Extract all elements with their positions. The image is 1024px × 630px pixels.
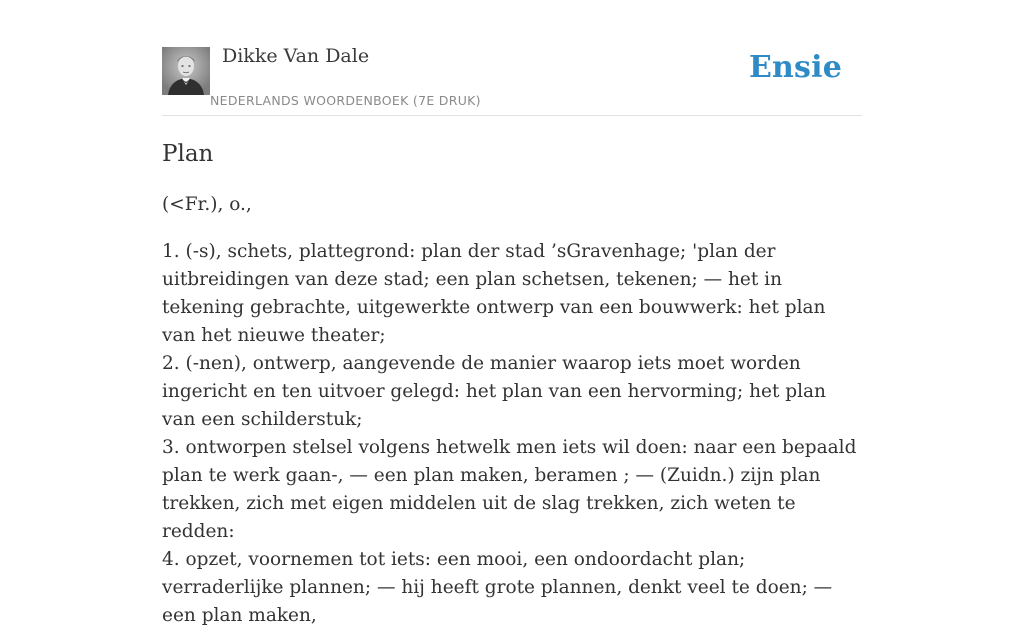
definition-sense-4: 4. opzet, voornemen tot iets: een mooi, een ondoordacht plan; verraderlijke plannen; — hij heeft grote plannen, denkt veel te doen; — een plan maken, [162,549,833,626]
portrait-icon [162,47,210,95]
ensie-logo-link[interactable]: Ensie [748,50,842,85]
definition-sense-3: 3. ontworpen stelsel volgens hetwelk men iets wil doen: naar een bepaald plan te werk gaan-, — een plan maken, beramen ; — (Zuidn.) zijn plan trekken, zich met eigen middelen uit de slag trekken, zich weten te redden: [162,437,857,542]
definition-sense-2: 2. (-nen), ontwerp, aangevende de manier waarop iets moet worden ingericht en ten uitvoer gelegd: het plan van een hervorming; het plan van een schilderstuk; [162,353,826,430]
entry-definition [162,238,862,630]
entry-grammar: (<Fr.), o., [162,194,252,215]
dictionary-subtitle[interactable]: NEDERLANDS WOORDENBOEK (7E DRUK) [210,93,481,108]
author-avatar[interactable] [162,47,210,95]
entry-content [162,138,862,630]
dictionary-header [162,40,862,116]
entry-title: Plan [162,141,214,167]
author-name[interactable]: Dikke Van Dale [222,45,370,67]
definition-sense-1: 1. (-s), schets, plattegrond: plan der stad ’sGravenhage; 'plan der uitbreidingen van deze stad; een plan schetsen, tekenen; — het in tekening gebrachte, uitgewerkte ontwerp van een bouwwerk: het plan van het nieuwe theater; [162,241,826,346]
